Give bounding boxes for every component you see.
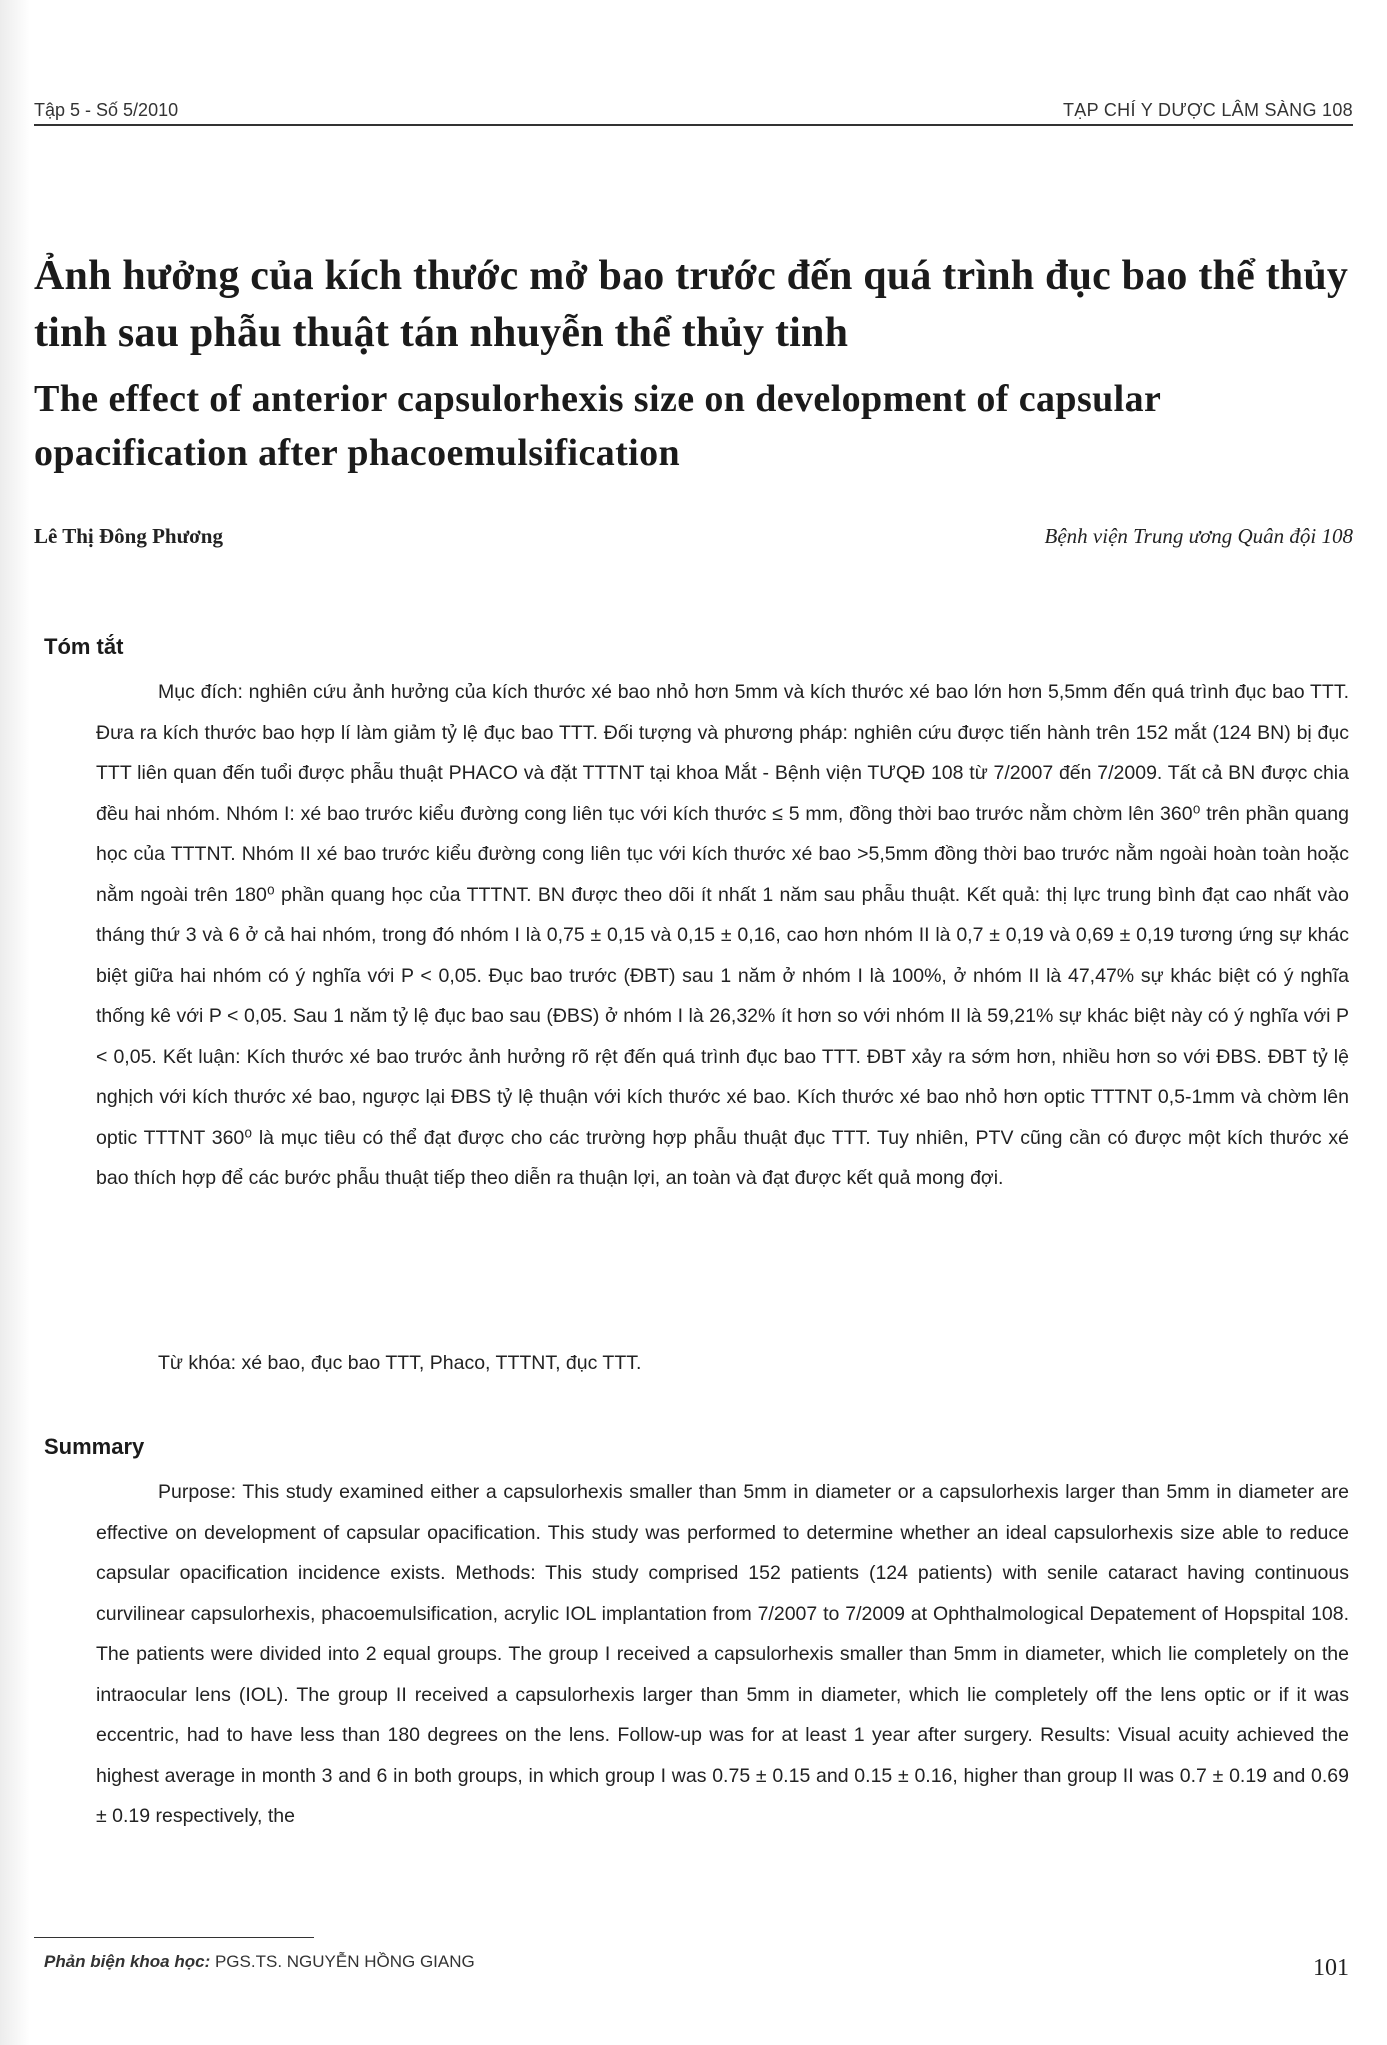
abstract-heading: Tóm tắt [44, 634, 124, 659]
summary-paragraph: Purpose: This study examined either a capsulorhexis smaller than 5mm in diameter or a capsulorhexis larger than 5mm in diameter are effective on development of capsular opacification. This study was performed to determine whether an ideal capsulorhexis size able to reduce capsular opacification incidence exists. Methods: This study comprised 152 patients (124 patients) with senile cataract having continuous curvilinear capsulorhexis, phacoemulsification, acrylic IOL implantation from 7/2007 to 7/2009 at Ophthalmological Depatement of Hopspital 108. The patients were divided into 2 equal groups. The group I received a capsulorhexis smaller than 5mm in diameter, which lie completely on the intraocular lens (IOL). The group II received a capsulorhexis larger than 5mm in diameter, which lie completely off the lens optic or if it was eccentric, had to have less than 180 degrees on the lens. Follow-up was for at least 1 year after surgery. Results: Visual acuity achieved the highest average in month 3 and 6 in both groups, in which group I was 0.75 ± 0.15 and 0.15 ± 0.16, higher than group II was 0.7 ± 0.19 and 0.69 ± 0.19 respectively, the [96, 1481, 1349, 1827]
summary-heading: Summary [44, 1434, 145, 1459]
reviewer-name: PGS.TS. NGUYỄN HỒNG GIANG [210, 1952, 475, 1971]
reviewer-label: Phản biện khoa học: [44, 1952, 211, 1971]
issue-label: Tập 5 - Số 5/2010 [34, 100, 179, 120]
page-number: 101 [1313, 1955, 1349, 1981]
author-name: Lê Thị Đông Phương [34, 524, 223, 548]
author-affiliation: Bệnh viện Trung ương Quân đội 108 [1044, 524, 1353, 548]
keywords-line: Từ khóa: xé bao, đục bao TTT, Phaco, TTTNT, đục TTT. [158, 1352, 642, 1374]
header-rule [34, 124, 1353, 126]
reviewer-footnote [44, 1952, 475, 1972]
title-vietnamese: Ảnh hưởng của kích thước mở bao trước đến quá trình đục bao thể thủy tinh sau phẫu thuật tán nhuyễn thể thủy tinh [34, 253, 1349, 356]
journal-name: TẠP CHÍ Y DƯỢC LÂM SÀNG 108 [1062, 100, 1353, 120]
running-header [34, 100, 1353, 124]
abstract-body [96, 672, 1349, 1199]
scan-edge-shadow [0, 0, 30, 2045]
summary-body [96, 1472, 1349, 1837]
title-english: The effect of anterior capsulorhexis size on development of capsular opacification after phacoemulsification [34, 378, 1161, 474]
abstract-paragraph: Mục đích: nghiên cứu ảnh hưởng của kích thước xé bao nhỏ hơn 5mm và kích thước xé bao lớn hơn 5,5mm đến quá trình đục bao TTT. Đưa ra kích thước bao hợp lí làm giảm tỷ lệ đục bao TTT. Đối tượng và phương pháp: nghiên cứu được tiến hành trên 152 mắt (124 BN) bị đục TTT liên quan đến tuổi được phẫu thuật PHACO và đặt TTTNT tại khoa Mắt - Bệnh viện TƯQĐ 108 từ 7/2007 đến 7/2009. Tất cả BN được chia đều hai nhóm. Nhóm I: xé bao trước kiểu đường cong liên tục với kích thước ≤ 5 mm, đồng thời bao trước nằm chờm lên 360⁰ trên phần quang học của TTTNT. Nhóm II xé bao trước kiểu đường cong liên tục với kích thước xé bao >5,5mm đồng thời bao trước nằm ngoài hoàn toàn hoặc nằm ngoài trên 180⁰ phần quang học của TTTNT. BN được theo dõi ít nhất 1 năm sau phẫu thuật. Kết quả: thị lực trung bình đạt cao nhất vào tháng thứ 3 và 6 ở cả hai nhóm, trong đó nhóm I là 0,75 ± 0,15 và 0,15 ± 0,16, cao hơn nhóm II là 0,7 ± 0,19 và 0,69 ± 0,19 tương ứng sự khác biệt giữa hai nhóm có ý nghĩa với P < 0,05. Đục bao trước (ĐBT) sau 1 năm ở nhóm I là 100%, ở nhóm II là 47,47% sự khác biệt có ý nghĩa thống kê với P < 0,05. Sau 1 năm tỷ lệ đục bao sau (ĐBS) ở nhóm I là 26,32% ít hơn so với nhóm II là 59,21% sự khác biệt này có ý nghĩa với P < 0,05. Kết luận: Kích thước xé bao trước ảnh hưởng rõ rệt đến quá trình đục bao TTT. ĐBT xảy ra sớm hơn, nhiều hơn so với ĐBS. ĐBT tỷ lệ nghịch với kích thước xé bao, ngược lại ĐBS tỷ lệ thuận với kích thước xé bao. Kích thước xé bao nhỏ hơn optic TTTNT 0,5-1mm và chờm lên optic TTTNT 360⁰ là mục tiêu có thể đạt được cho các trường hợp phẫu thuật đục TTT. Tuy nhiên, PTV cũng cần có được một kích thước xé bao thích hợp để các bước phẫu thuật tiếp theo diễn ra thuận lợi, an toàn và đạt được kết quả mong đợi. [96, 681, 1349, 1189]
footnote-rule [34, 1937, 314, 1938]
